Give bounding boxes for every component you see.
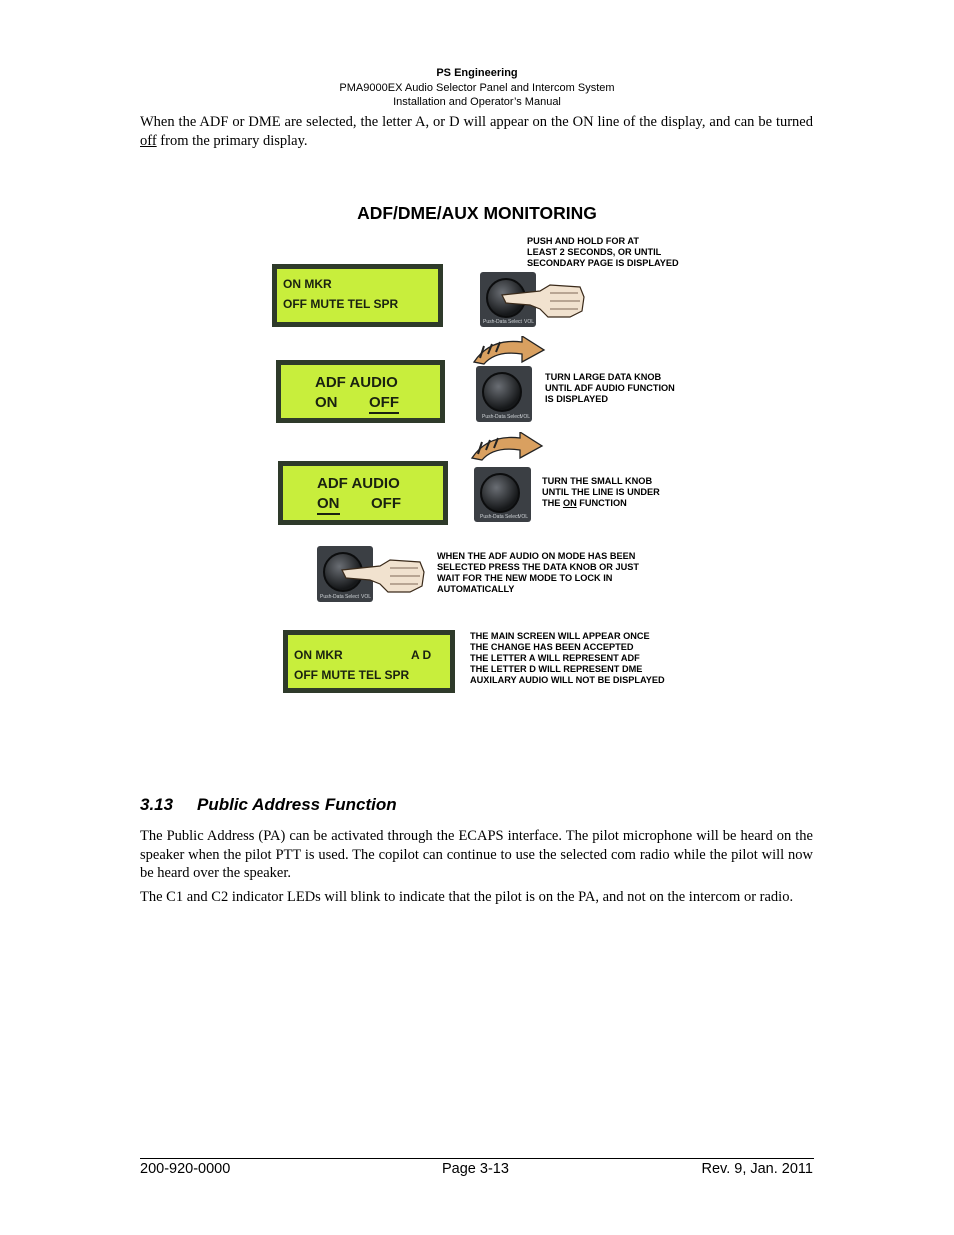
lcd-line-1-indicators: A D	[411, 648, 432, 662]
intro-underlined-word: off	[140, 132, 157, 149]
intro-paragraph	[140, 113, 813, 150]
note-line: PUSH AND HOLD FOR AT	[527, 236, 639, 246]
knob-label: Push-Data Select	[320, 594, 359, 600]
note-line: AUXILARY AUDIO WILL NOT BE DISPLAYED	[470, 675, 665, 685]
vol-label: VOL	[361, 594, 372, 600]
lcd-line-1: ON MKR	[294, 648, 343, 662]
note-text: FUNCTION	[576, 498, 627, 508]
lcd-on-label: ON	[315, 394, 338, 411]
lcd-off-label: OFF	[371, 495, 401, 512]
note-line: IS DISPLAYED	[545, 394, 608, 404]
note-line: THE MAIN SCREEN WILL APPEAR ONCE	[470, 631, 650, 641]
rotate-arrow-icon	[470, 336, 548, 366]
intro-text: When the ADF or DME are selected, the letter A, or D will appear on the ON line of the display, and can be turned	[140, 114, 813, 130]
data-knob-panel	[474, 467, 531, 522]
lcd-line-2: OFF MUTE TEL SPR	[283, 297, 399, 311]
note-step-5	[470, 631, 665, 686]
data-knob-icon	[482, 372, 522, 412]
lcd-line-1: ADF AUDIO	[315, 374, 398, 391]
note-line: UNTIL THE LINE IS UNDER	[542, 487, 660, 497]
data-knob-icon	[480, 473, 520, 513]
note-line: THE LETTER D WILL REPRESENT DME	[470, 664, 643, 674]
vol-label: VOL	[518, 514, 529, 520]
rotate-arrow-icon	[468, 432, 546, 462]
vol-label: VOL	[524, 319, 535, 325]
note-line: AUTOMATICALLY	[437, 584, 515, 594]
note-line: WAIT FOR THE NEW MODE TO LOCK IN	[437, 573, 613, 583]
note-line: TURN LARGE DATA KNOB	[545, 372, 662, 382]
footer-revision: Rev. 9, Jan. 2011	[701, 1161, 813, 1177]
knob-label: Push-Data Select	[480, 514, 519, 520]
note-line: THE CHANGE HAS BEEN ACCEPTED	[470, 642, 634, 652]
note-line: TURN THE SMALL KNOB	[542, 476, 653, 486]
lcd-display-adf-audio-off	[276, 360, 445, 423]
data-knob-panel	[476, 366, 532, 422]
lcd-line-1: ADF AUDIO	[317, 475, 400, 492]
footer-page-number: Page 3-13	[442, 1161, 509, 1177]
lcd-display-main-updated	[283, 630, 455, 693]
note-line	[542, 498, 660, 509]
note-line: LEAST 2 SECONDS, OR UNTIL	[527, 247, 662, 257]
header-company: PS Engineering	[436, 67, 518, 79]
footer-doc-number: 200-920-0000	[140, 1161, 231, 1177]
note-line: SECONDARY PAGE IS DISPLAYED	[527, 258, 679, 268]
pointing-hand-icon	[500, 281, 586, 321]
note-step-1	[527, 236, 679, 269]
vol-label: VOL	[520, 414, 531, 420]
pointing-hand-icon	[340, 556, 426, 596]
section-heading	[140, 795, 397, 815]
footer-divider	[140, 1158, 814, 1159]
note-step-4	[437, 551, 639, 595]
note-line: SELECTED PRESS THE DATA KNOB OR JUST	[437, 562, 639, 572]
lcd-off-label: OFF	[369, 394, 399, 414]
lcd-display-adf-audio-on	[278, 461, 448, 525]
header-product: PMA9000EX Audio Selector Panel and Intercom System	[339, 81, 615, 94]
note-step-3	[542, 476, 660, 509]
note-step-2	[545, 372, 675, 405]
note-line: THE LETTER A WILL REPRESENT ADF	[470, 653, 640, 663]
note-line: UNTIL ADF AUDIO FUNCTION	[545, 383, 675, 393]
page-header	[0, 66, 954, 110]
lcd-line-2: OFF MUTE TEL SPR	[294, 668, 410, 682]
section-number: 3.13	[140, 795, 174, 814]
section-paragraph-2: The C1 and C2 indicator LEDs will blink to indicate that the pilot is on the PA, and not on the intercom or radio.	[140, 889, 794, 905]
figure-title: ADF/DME/AUX MONITORING	[357, 203, 597, 223]
lcd-display-main	[272, 264, 443, 327]
knob-label: Push-Data Select	[483, 319, 522, 325]
section-paragraph-1: The Public Address (PA) can be activated through the ECAPS interface. The pilot microphone will be heard on the speaker when the pilot PTT is used. The copilot can continue to use the selected com radio while the pilot will now be heard over the speaker.	[140, 828, 813, 881]
lcd-line-1: ON MKR	[283, 277, 332, 291]
intro-text-end: from the primary display.	[156, 132, 308, 149]
lcd-on-label: ON	[317, 495, 340, 515]
note-line: WHEN THE ADF AUDIO ON MODE HAS BEEN	[437, 551, 636, 561]
section-title: Public Address Function	[197, 795, 397, 814]
note-on-word: ON	[562, 498, 577, 508]
knob-label: Push-Data Select	[482, 414, 521, 420]
header-manual: Installation and Operator’s Manual	[393, 96, 561, 108]
note-text: THE	[542, 498, 563, 508]
